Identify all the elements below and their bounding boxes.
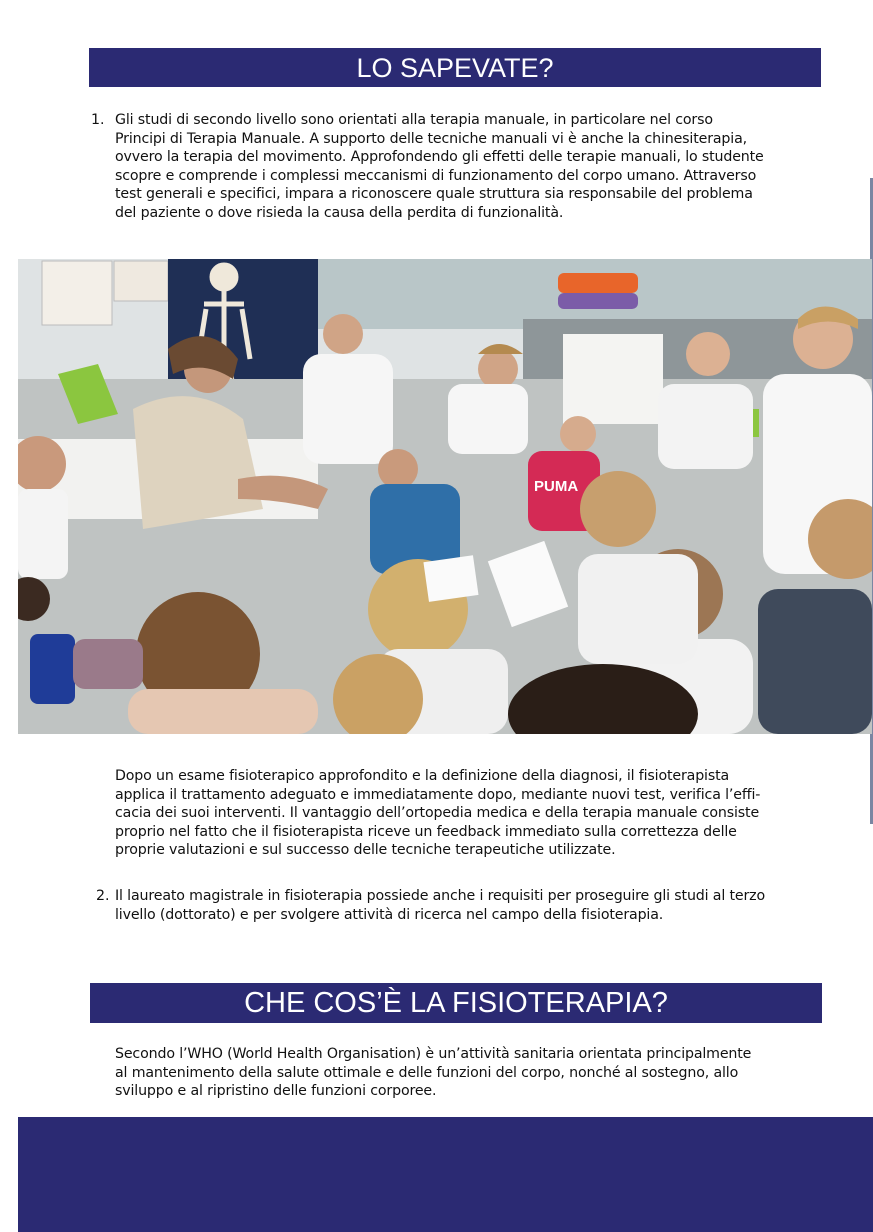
person [658,384,753,469]
section-title-lo-sapevate: LO SAPEVATE? [89,48,821,87]
treatment-table [563,334,663,424]
anatomy-poster [42,261,112,325]
person [448,384,528,454]
person [580,471,656,547]
list-number-2: 2. [96,888,110,904]
text-line: Gli studi di secondo livello sono orientati alla terapia manuale, in particolare nel corso [115,112,713,128]
text-line: Secondo l’WHO (World Health Organisation) è un’attività sanitaria orientata principalmente [115,1046,752,1062]
text-line: proprie valutazioni e sul successo delle tecniche terapeutiche utilizzate. [115,842,616,859]
anatomy-poster [114,261,168,301]
text-line: proprio nel fatto che il fisioterapista riceve un feedback immediato sulla correttezza delle [115,823,737,840]
text-line: al mantenimento della salute ottimale e delle funzioni del corpo, nonché al sostegno, allo [115,1064,739,1081]
list-number-1: 1. [91,112,105,128]
who-definition-text [115,1045,751,1101]
notebook [423,555,478,602]
pillow [30,634,75,704]
text-line: cacia dei suoi interventi. Il vantaggio dell’ortopedia medica e della terapia manuale consiste [115,805,760,822]
list-item-2-text [115,887,765,924]
list-item-1-continued [115,767,760,860]
text-line: Principi di Terapia Manuale. A supporto delle tecniche manuali vi è anche la chinesiterapia, [115,130,747,147]
text-line: del paziente o dove risieda la causa della perdita di funzionalità. [115,204,564,221]
list-item-1-text [115,111,764,223]
text-line: livello (dottorato) e per svolgere attività di ricerca nel campo della fisioterapia. [115,906,664,923]
text-line: Dopo un esame fisioterapico approfondito e la definizione della diagnosi, il fisioterapista [115,768,730,784]
text-line: sviluppo e al ripristino delle funzioni corporee. [115,1083,437,1100]
text-line: test generali e specifici, impara a riconoscere quale struttura sia responsabile del problema [115,186,753,203]
footer-band [18,1117,873,1232]
shirt-text: PUMA [534,478,579,495]
person [303,354,393,464]
photo-illustration [18,259,872,734]
text-line: ovvero la terapia del movimento. Approfondendo gli effetti delle terapie manuali, lo studente [115,149,764,166]
text-line: scopre e comprende i complessi meccanismi di funzionamento del corpo umano. Attraverso [115,167,757,184]
section-title-fisioterapia: CHE COS’È LA FISIOTERAPIA? [90,983,822,1023]
text-line: Il laureato magistrale in fisioterapia possiede anche i requisiti per proseguire gli studi al terzo [115,888,765,904]
classroom-photo [18,259,872,734]
text-line: applica il trattamento adeguato e immediatamente dopo, mediante nuovi test, verifica l’effi- [115,786,761,803]
